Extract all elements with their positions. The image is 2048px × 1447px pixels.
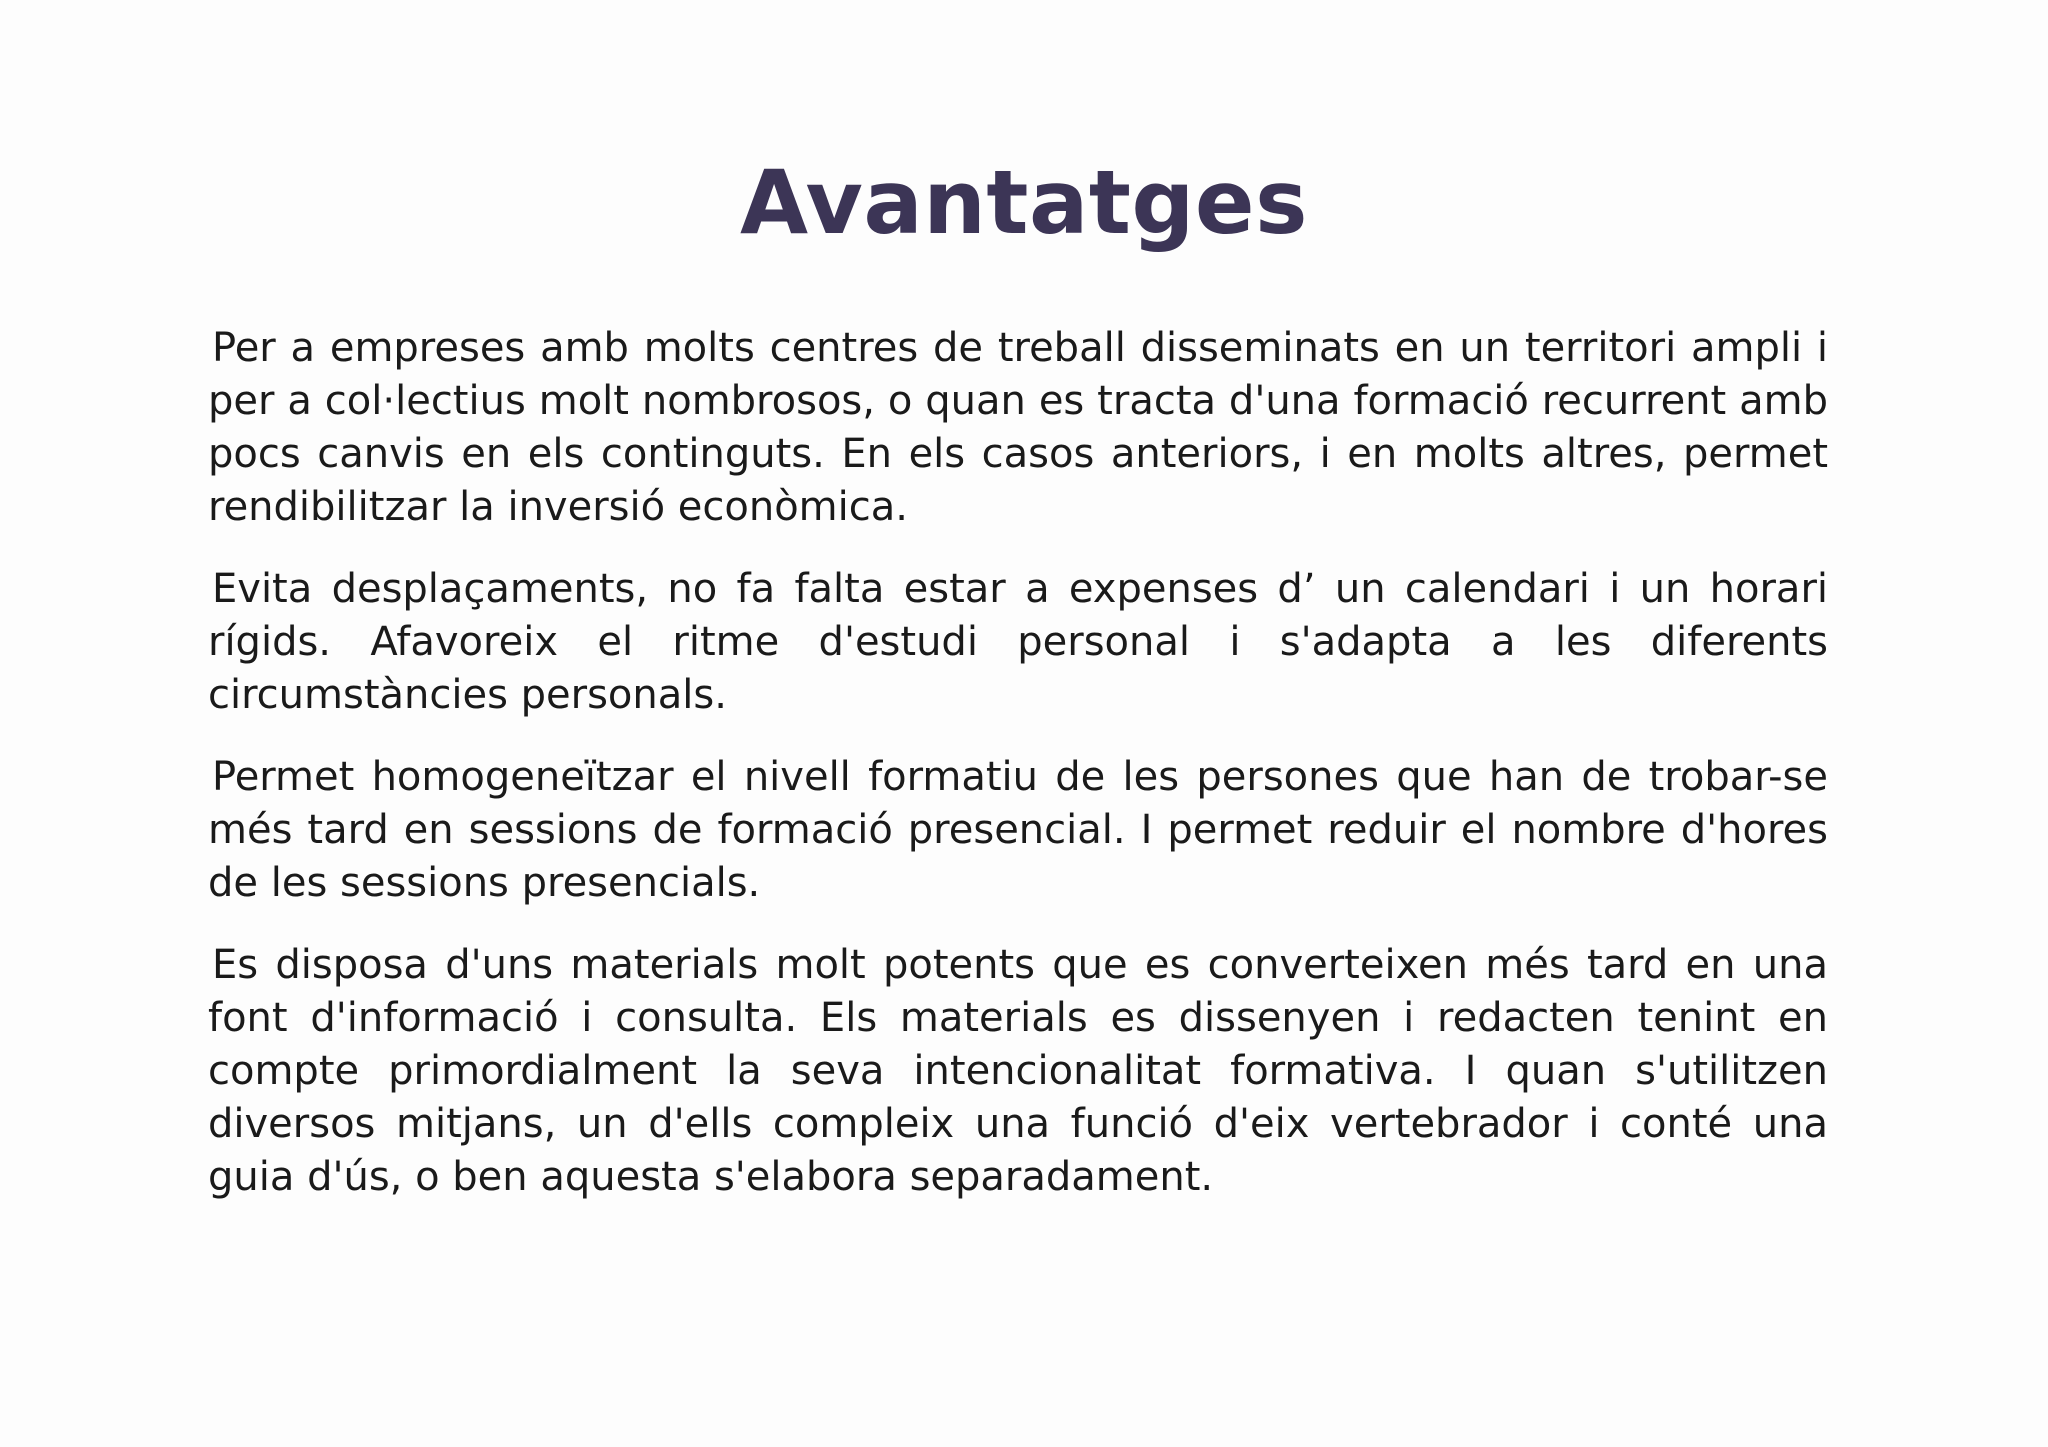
paragraph-2: Evita desplaçaments, no fa falta estar a expenses d’ un calendari i un horari rígids. Afavoreix el ritme d'estudi personal i s'adapta a les diferents circumstàncies personals. bbox=[208, 566, 1828, 718]
slide-body bbox=[208, 322, 1828, 1233]
paragraph-4: Es disposa d'uns materials molt potents que es converteixen més tard en una font d'informació i consulta. Els materials es dissenyen i redacten tenint en compte primordialment la seva intencionalitat formativa. I quan s'utilitzen diversos mitjans, un d'ells compleix una funció d'eix vertebrador i conté una guia d'ús, o ben aquesta s'elabora separadament. bbox=[208, 942, 1828, 1200]
slide-title: Avantatges bbox=[740, 151, 1308, 254]
paragraph-3: Permet homogeneïtzar el nivell formatiu de les persones que han de trobar-se més tard en sessions de formació presencial. I permet reduir el nombre d'hores de les sessions presencials. bbox=[208, 754, 1828, 906]
paragraph-1: Per a empreses amb molts centres de treball disseminats en un territori ampli i per a col·lectius molt nombrosos, o quan es tracta d'una formació recurrent amb pocs canvis en els continguts. En els casos anteriors, i en molts altres, permet rendibilitzar la inversió econòmica. bbox=[208, 325, 1828, 530]
